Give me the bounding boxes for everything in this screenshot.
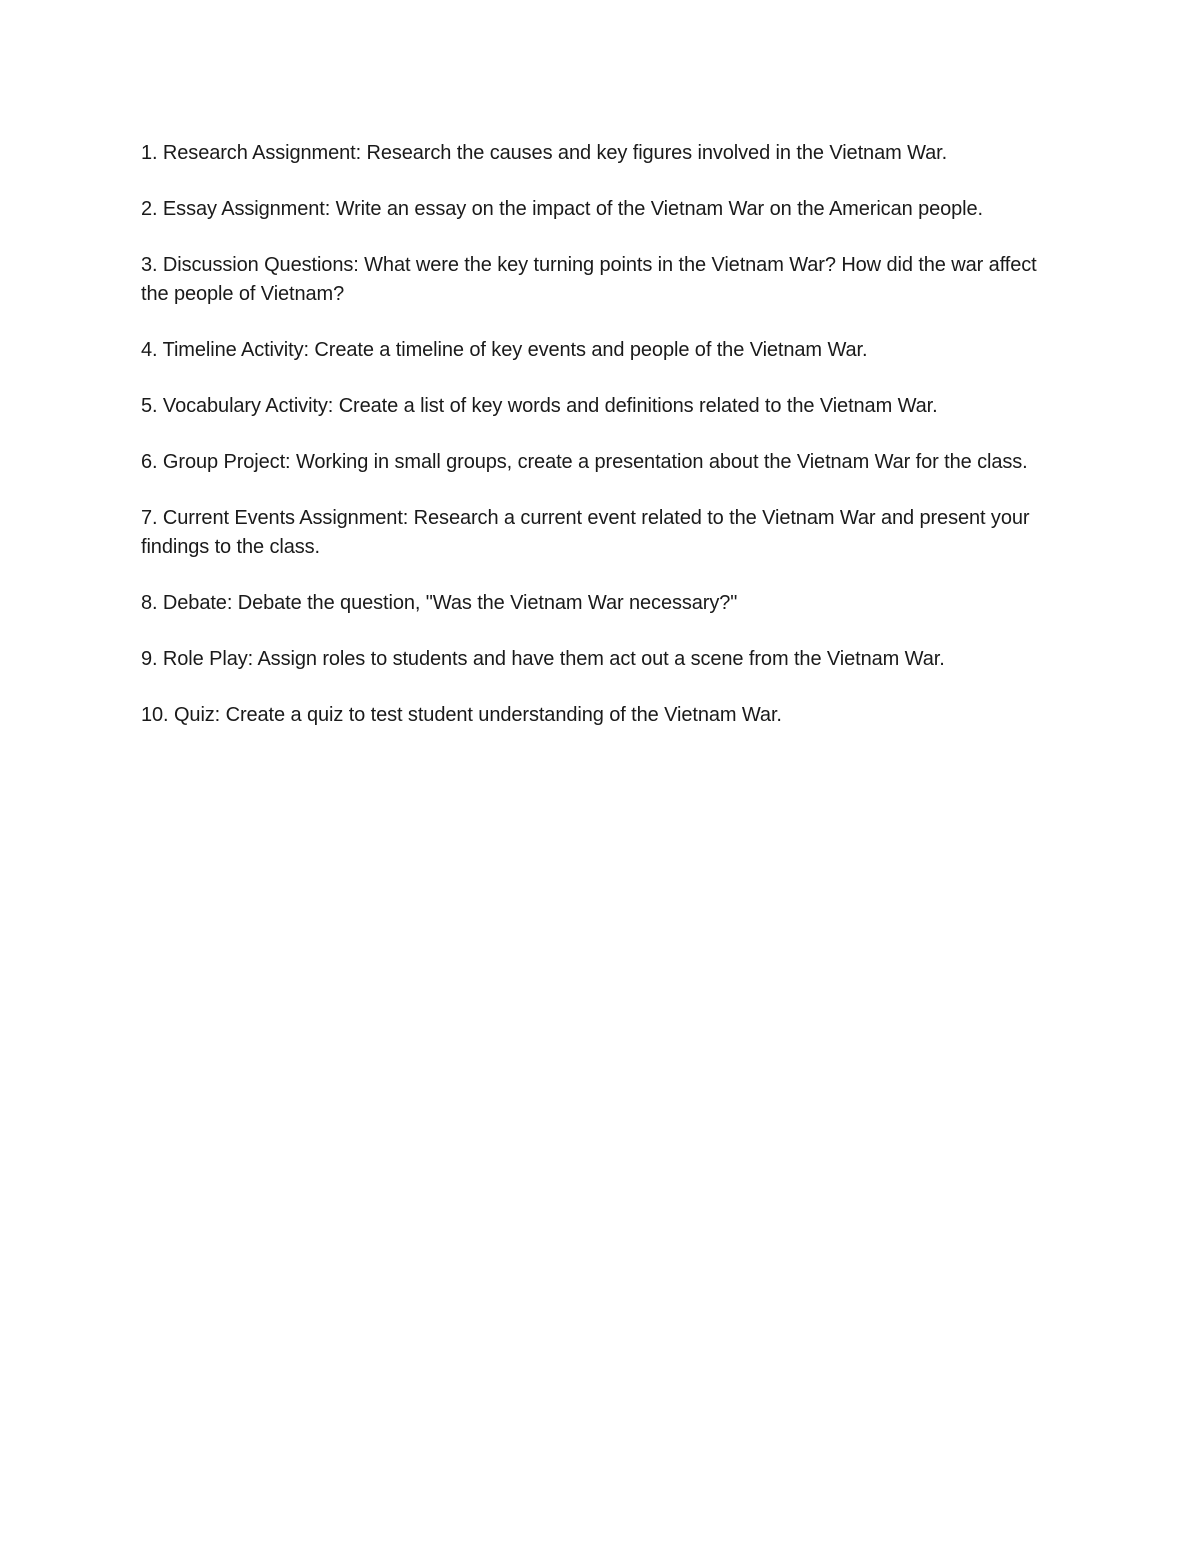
list-item-5: 5. Vocabulary Activity: Create a list of key words and definitions related to the Vietnam War.: [141, 395, 938, 417]
list-item-4: 4. Timeline Activity: Create a timeline of key events and people of the Vietnam War.: [141, 339, 868, 361]
list-item-10: 10. Quiz: Create a quiz to test student understanding of the Vietnam War.: [141, 704, 782, 726]
list-item-9: 9. Role Play: Assign roles to students and have them act out a scene from the Vietnam War.: [141, 648, 945, 670]
list-item-8: 8. Debate: Debate the question, "Was the Vietnam War necessary?": [141, 592, 738, 614]
list-item-3: 3. Discussion Questions: What were the key turning points in the Vietnam War? How did the war affect the people of Vietnam?: [141, 254, 1037, 305]
list-item-7: 7. Current Events Assignment: Research a current event related to the Vietnam War and present your findings to the class.: [141, 507, 1030, 558]
list-item-2: 2. Essay Assignment: Write an essay on the impact of the Vietnam War on the American people.: [141, 198, 983, 220]
list-item-1: 1. Research Assignment: Research the causes and key figures involved in the Vietnam War.: [141, 142, 948, 164]
list-item-6: 6. Group Project: Working in small groups, create a presentation about the Vietnam War for the class.: [141, 451, 1028, 473]
assignment-list: [141, 139, 1061, 757]
